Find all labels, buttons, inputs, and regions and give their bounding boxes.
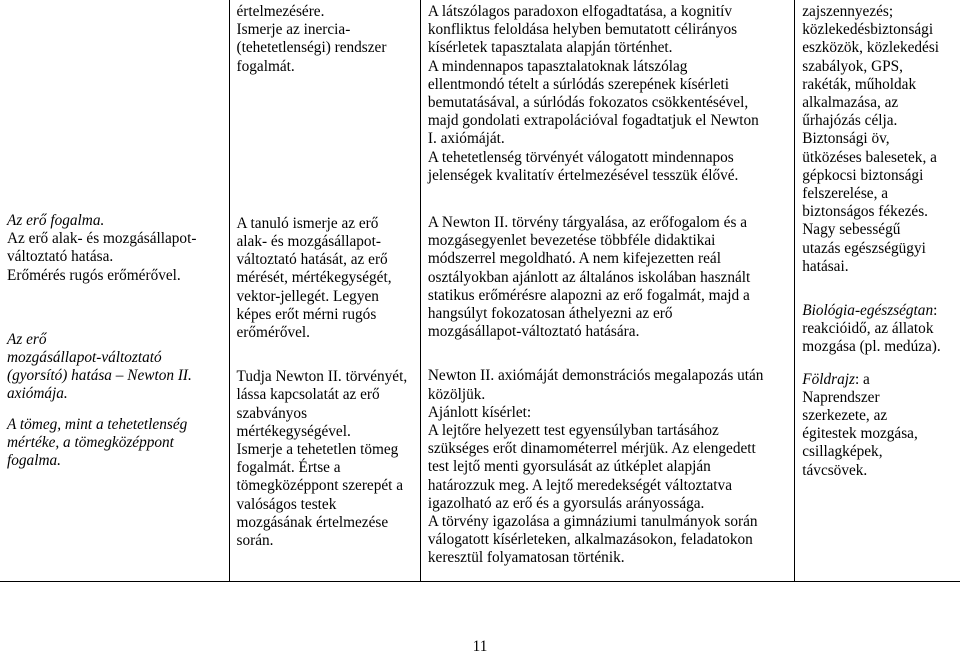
text-line: mérését, mértékegységét,	[236, 269, 392, 287]
text-line: jelenségek kvalitatív értelmezésével tesszük élővé.	[427, 166, 739, 184]
text-line: módszerrel megoldható. A nem kifejezetten reál	[427, 250, 721, 268]
topics-cell	[0, 0, 229, 582]
text-line: mozgásegyenlet bevezetése többféle didaktikai	[427, 232, 716, 250]
text-line: statikus erőmérésre alapozni az erő fogalmát, majd a	[427, 286, 750, 304]
text-line: alak- és mozgásállapot-	[236, 233, 381, 251]
connections-geography	[802, 371, 960, 480]
text-line: változtató hatását, az erő	[236, 251, 388, 269]
text-line: űrhajózás célja.	[802, 112, 898, 130]
text-line: Erőmérés rugós erőmérővel.	[7, 266, 181, 284]
text-line: majd gondolati extrapolációval fogadtatjuk el Newton	[427, 112, 759, 130]
text-line: szabályok, GPS,	[802, 57, 903, 75]
text-line: A tanuló ismerje az erő	[236, 214, 379, 232]
text-line: mozgásállapot-változtató	[7, 349, 162, 367]
text-line: során.	[236, 532, 274, 550]
text-line: A tehetetlenség törvényét válogatott mindennapos	[427, 148, 734, 166]
subject-name: Biológia-egészségtan	[802, 302, 934, 320]
text-line: valóságos testek	[236, 495, 337, 513]
requirement-inertia	[237, 3, 420, 76]
text-line: szerkezete, az	[802, 407, 888, 425]
text-line: szükséges erőt dinamométerrel mérjük. Az elengedett	[427, 440, 756, 458]
text-line: változtató hatása.	[7, 248, 114, 266]
text-line: csillagképek,	[802, 443, 883, 461]
text-line: Naprendszer	[802, 388, 880, 406]
text-line: A lejtőre helyezett test egyensúlyban tartásához	[427, 422, 719, 440]
text-line: mértékegységével.	[236, 422, 351, 440]
topic-force	[7, 212, 229, 285]
text-line: távcsövek.	[802, 461, 868, 479]
text-line: Biológia-egészségtan:	[802, 302, 938, 320]
requirement-force	[237, 215, 420, 342]
text-line: fogalmát.	[236, 57, 295, 75]
methodology-cell	[420, 0, 794, 582]
text-line: konfliktus feloldása helyben bemutatott célirányos	[427, 21, 738, 39]
methodology-force	[428, 214, 794, 341]
text-line: alkalmazása, az	[802, 94, 899, 112]
text-line: szabványos	[236, 404, 308, 422]
text-line: hangsúlyt fokozatosan áthelyezni az erő	[427, 305, 673, 323]
text-line: ellentmondó tételt a súrlódás szerepének kísérleti	[427, 75, 730, 93]
methodology-inertia	[428, 3, 794, 185]
text-line: biztonságos fékezés.	[802, 203, 928, 221]
requirement-newton-second-law	[237, 368, 420, 550]
text-line: Ismerje az inercia-	[236, 21, 351, 39]
text-line: osztályokban ajánlott az általános iskolában használt	[427, 268, 751, 286]
text-line: Newton II. axiómáját demonstrációs megalapozás után	[427, 367, 764, 385]
text-line: válogatott kísérleteken, alkalmazásokon, feladatokon	[427, 531, 753, 549]
text-line: fogalmát. Értse a	[236, 459, 341, 477]
text-line: keresztül folyamatosan történik.	[427, 549, 625, 567]
text-line: bemutatásával, a súrlódás fokozatos csökkentésével,	[427, 94, 749, 112]
text-line: axiómája.	[7, 385, 68, 403]
text-line: (tehetetlenségi) rendszer	[236, 39, 387, 57]
text-line: közöljük.	[427, 385, 486, 403]
text-line: gépkocsi biztonsági	[802, 166, 924, 184]
text-line: Az erő	[7, 330, 47, 348]
text-line: eszközök, közlekedési	[802, 39, 940, 57]
text-line: A törvény igazolása a gimnáziumi tanulmányok során	[427, 513, 758, 531]
text-line: mértéke, a tömegközéppont	[7, 433, 174, 451]
text-line: mozgása (pl. medúza).	[802, 338, 941, 356]
text-line: égitestek mozgása,	[802, 425, 918, 443]
text-line: mozgásának értelmezése	[236, 513, 389, 531]
text-line: utazás egészségügyi	[802, 239, 926, 257]
methodology-newton-second-law	[428, 367, 794, 567]
text-line: (gyorsító) hatása – Newton II.	[7, 367, 192, 385]
text-line: közlekedésbiztonsági	[802, 21, 934, 39]
connections-biology	[802, 302, 960, 357]
connections-everyday	[802, 3, 960, 276]
text-line: ütközéses balesetek, a	[802, 148, 937, 166]
text-line: test lejtő menti gyorsulását az útképlet alapján	[427, 458, 711, 476]
text-line: felszerelése, a	[802, 185, 889, 203]
text-line: Az erő alak- és mozgásállapot-	[7, 230, 197, 248]
text-line: Az erő fogalma.	[7, 212, 105, 229]
requirements-cell	[229, 0, 420, 582]
text-line: fogalma.	[7, 452, 61, 470]
text-line: képes erőt mérni rugós	[236, 305, 377, 323]
text-line: A Newton II. törvény tárgyalása, az erőfogalom és a	[427, 214, 748, 232]
text-line: lássa kapcsolatát az erő	[236, 386, 380, 404]
text-line: mozgásállapot-változtató hatására.	[427, 323, 640, 341]
topic-newton-second-law	[7, 331, 229, 404]
text-line: igazolható az erő és a gyorsulás arányossága.	[427, 494, 705, 512]
text-line: Ajánlott kísérlet:	[427, 403, 532, 421]
text-line: A mindennapos tapasztalatoknak látszólag	[427, 57, 688, 75]
text-line: vektor-jellegét. Legyen	[236, 287, 379, 305]
text-line: tömegközéppont szerepét a	[236, 477, 404, 495]
connections-cell	[795, 0, 960, 582]
text-line: értelmezésére.	[236, 3, 325, 20]
text-line: Biztonsági öv,	[802, 130, 890, 148]
topic-mass	[7, 416, 229, 471]
text-line: hatásai.	[802, 257, 849, 275]
text-line: A látszólagos paradoxon elfogadtatása, a kognitív	[427, 3, 733, 20]
text-line: kísérletek tapasztalata alapján történhet.	[427, 39, 673, 57]
text-line: Nagy sebességű	[802, 221, 901, 239]
text-line: rakéták, műholdak	[802, 75, 917, 93]
text-line: Földrajz: a	[802, 370, 870, 388]
text-line: A tömeg, mint a tehetetlenség	[7, 415, 188, 433]
subject-name: Földrajz	[802, 370, 855, 388]
page-number: 11	[472, 638, 488, 655]
text-line: erőmérővel.	[236, 324, 310, 342]
text-line: határozzuk meg. A lejtő meredekségét változtatva	[427, 476, 732, 494]
text-line: reakcióidő, az állatok	[802, 320, 934, 338]
text-line: Tudja Newton II. törvényét,	[236, 368, 408, 386]
text-line: Ismerje a tehetetlen tömeg	[236, 441, 399, 459]
text-line: I. axiómáját.	[427, 130, 505, 148]
text-line: zajszennyezés;	[802, 3, 894, 20]
